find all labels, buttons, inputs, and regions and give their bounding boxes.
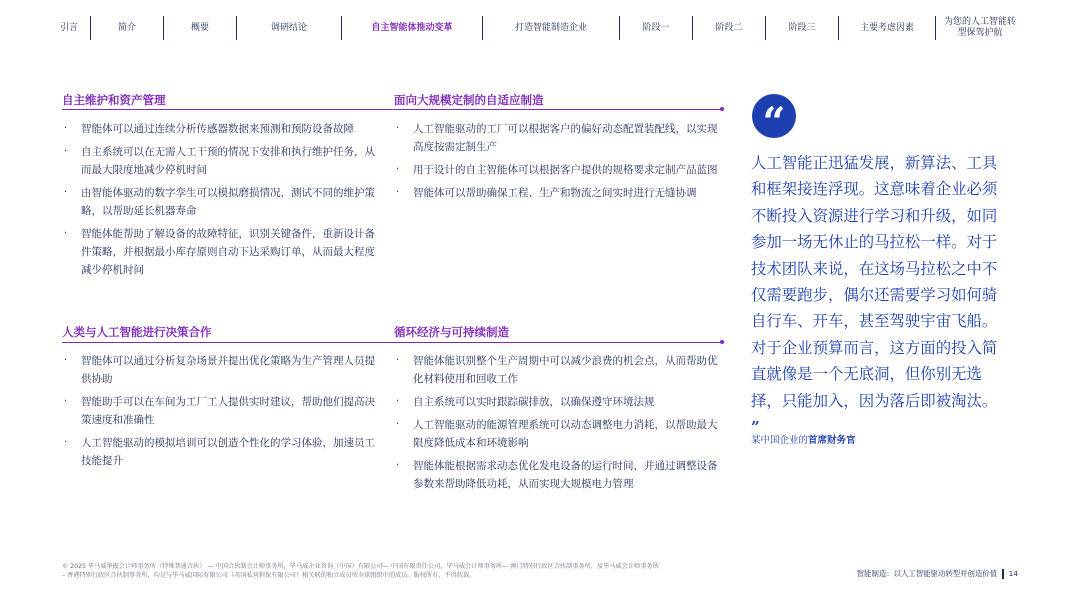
section-title: 面向大规模定制的自适应制造 bbox=[394, 93, 544, 107]
nav-tab-label: 阶段一 bbox=[642, 22, 670, 33]
list-item bbox=[394, 184, 720, 202]
list-item-text: 智能助手可以在车间为工厂工人提供实时建议，帮助他们提高决策速度和准确性 bbox=[81, 396, 375, 426]
attribution-role: 首席财务官 bbox=[808, 435, 856, 446]
nav-tab-label: 自主智能体推动变革 bbox=[371, 22, 453, 33]
list-item-text: 智能体可以通过分析复杂场景并提出优化策略为生产管理人员提供协助 bbox=[81, 355, 375, 385]
list-item-text: 人工智能驱动的模拟培训可以创造个性化的学习体验，加速员工技能提升 bbox=[81, 437, 375, 467]
list-item bbox=[394, 120, 720, 156]
section-adaptive-manufacturing bbox=[394, 92, 720, 207]
list-item-text: 由智能体驱动的数字孪生可以模拟磨损情况，测试不同的维护策略，以帮助延长机器寿命 bbox=[81, 187, 375, 217]
nav-tab-summary[interactable] bbox=[164, 14, 236, 42]
bullet-dot: · bbox=[64, 355, 68, 366]
nav-tab-autonomous-agents[interactable] bbox=[342, 14, 482, 42]
top-navigation bbox=[48, 14, 1038, 42]
bullet-list bbox=[62, 120, 378, 279]
bullet-dot: · bbox=[64, 396, 68, 407]
nav-tab-label: 阶段二 bbox=[715, 22, 743, 33]
bullet-dot: · bbox=[64, 437, 68, 448]
section-human-ai-decision bbox=[62, 324, 378, 475]
nav-tab-label: 为您的人工智能转型保驾护航 bbox=[943, 17, 1016, 38]
section-title: 人类与人工智能进行决策合作 bbox=[62, 325, 212, 339]
list-item bbox=[62, 225, 378, 279]
list-item bbox=[394, 457, 720, 493]
list-item-text: 人工智能驱动的能源管理系统可以动态调整电力消耗，以帮助最大限度降低成本和环境影响 bbox=[413, 419, 718, 449]
nav-tab-ai-transformation[interactable] bbox=[936, 14, 1024, 42]
footer-page-info bbox=[857, 568, 1018, 579]
bullet-dot: · bbox=[64, 187, 68, 198]
bullet-dot: · bbox=[64, 146, 68, 157]
list-item-text: 自主系统可以实时跟踪碳排放，以确保遵守环境法规 bbox=[413, 396, 655, 408]
list-item-text: 智能体能识别整个生产周期中可以减少浪费的机会点，从而帮助优化材料使用和回收工作 bbox=[413, 355, 718, 385]
list-item bbox=[62, 352, 378, 388]
rule-end-dot bbox=[720, 107, 724, 111]
nav-tab-smart-manufacturing[interactable] bbox=[483, 14, 619, 42]
list-item-text: 自主系统可以在无需人工干预的情况下安排和执行维护任务，从而最大限度地减少停机时间 bbox=[81, 146, 375, 176]
list-item bbox=[62, 143, 378, 179]
bullet-dot: · bbox=[396, 419, 400, 430]
list-item bbox=[62, 393, 378, 429]
nav-tab-phase-2[interactable] bbox=[693, 14, 765, 42]
section-title: 自主维护和资产管理 bbox=[62, 93, 166, 107]
page-number: 14 bbox=[1008, 569, 1018, 578]
nav-tab-key-considerations[interactable] bbox=[839, 14, 935, 42]
list-item bbox=[394, 393, 720, 411]
footer-copyright: © 2025 毕马威华振会计师事务所（特殊普通合伙） — 中国合伙制会计师事务所，毕马威企业咨询（中国）有限公司— 中国有限责任公司，毕马威会计师事务所— 澳门特别行政区合伙制事务所，及毕马威会计师事务所 – 香港特别行政区合伙制事务所，均是与毕马威国际有限公司（英国私营担保有限公司）相关联的独立成员所全球组织中的成员。版权所有，不得转载。 bbox=[62, 563, 659, 579]
section-title: 循环经济与可持续制造 bbox=[394, 325, 509, 339]
list-item bbox=[62, 184, 378, 220]
list-item-text: 人工智能驱动的工厂可以根据客户的偏好动态配置装配线，以实现高度按需定制生产 bbox=[413, 123, 718, 153]
footer-divider bbox=[1002, 569, 1004, 579]
quote-close-icon: ” bbox=[751, 418, 760, 437]
list-item-text: 用于设计的自主智能体可以根据客户提供的规格要求定制产品蓝图 bbox=[413, 164, 718, 176]
nav-tab-label: 主要考虑因素 bbox=[859, 22, 914, 33]
bullet-list bbox=[394, 352, 720, 493]
nav-tab-label: 引言 bbox=[59, 22, 78, 33]
bullet-list bbox=[394, 120, 720, 202]
footer-doc-title: 智能制造：以人工智能驱动转型并创造价值 bbox=[856, 569, 998, 578]
bullet-dot: · bbox=[396, 460, 400, 471]
list-item bbox=[62, 434, 378, 470]
bullet-dot: · bbox=[396, 187, 400, 198]
nav-tab-findings[interactable] bbox=[237, 14, 341, 42]
list-item bbox=[394, 161, 720, 179]
quote-open-mark: “ bbox=[762, 99, 786, 146]
quote-attribution bbox=[751, 432, 856, 446]
list-item bbox=[394, 416, 720, 452]
bullet-dot: · bbox=[396, 123, 400, 134]
section-autonomous-maintenance bbox=[62, 92, 378, 284]
list-item bbox=[62, 120, 378, 138]
section-circular-economy bbox=[394, 324, 720, 498]
bullet-dot: · bbox=[396, 164, 400, 175]
pull-quote-text: 人工智能正迅猛发展，新算法、工具和框架接连浮现。这意味着企业必须不断投入资源进行学习和升级，如同参加一场无休止的马拉松一样。对于技术团队来说，在这场马拉松之中不仅需要跑步，偶尔还需要学习如何骑自行车、开车，甚至驾驶宇宙飞船。对于企业预算而言，这方面的投入简直就像是一个无底洞，但你别无选择，只能加入，因为落后即被淘汰。 bbox=[751, 154, 998, 410]
nav-tab-label: 打造智能制造企业 bbox=[514, 22, 587, 33]
list-item-text: 智能体能根据需求动态优化发电设备的运行时间，并通过调整设备参数来帮助降低功耗，从而实现大规模电力管理 bbox=[413, 460, 718, 490]
nav-tab-phase-1[interactable] bbox=[620, 14, 692, 42]
bullet-dot: · bbox=[396, 396, 400, 407]
list-item-text: 智能体能帮助了解设备的故障特征，识别关键备件，重新设计备件策略，并根据最小库存原则自动下达采购订单，从而最大程度减少停机时间 bbox=[81, 228, 375, 276]
pull-quote bbox=[751, 150, 999, 440]
list-item-text: 智能体可以通过连续分析传感器数据来预测和预防设备故障 bbox=[81, 123, 354, 135]
nav-tab-phase-3[interactable] bbox=[766, 14, 838, 42]
attribution-prefix: 某中国企业的 bbox=[751, 435, 809, 446]
bullet-dot: · bbox=[64, 228, 68, 239]
nav-tab-intro[interactable] bbox=[48, 14, 90, 42]
bullet-dot: · bbox=[396, 355, 400, 366]
list-item bbox=[394, 352, 720, 388]
nav-tab-label: 调研结论 bbox=[270, 22, 307, 33]
bullet-list bbox=[62, 352, 378, 470]
list-item-text: 智能体可以帮助确保工程、生产和物流之间实时进行无缝协调 bbox=[413, 187, 697, 199]
nav-tab-label: 概要 bbox=[190, 22, 209, 33]
rule-end-dot bbox=[720, 340, 724, 344]
nav-tab-overview[interactable] bbox=[91, 14, 163, 42]
quote-icon bbox=[752, 94, 796, 146]
nav-tab-label: 简介 bbox=[117, 22, 136, 33]
nav-tab-label: 阶段三 bbox=[788, 22, 816, 33]
bullet-dot: · bbox=[64, 123, 68, 134]
